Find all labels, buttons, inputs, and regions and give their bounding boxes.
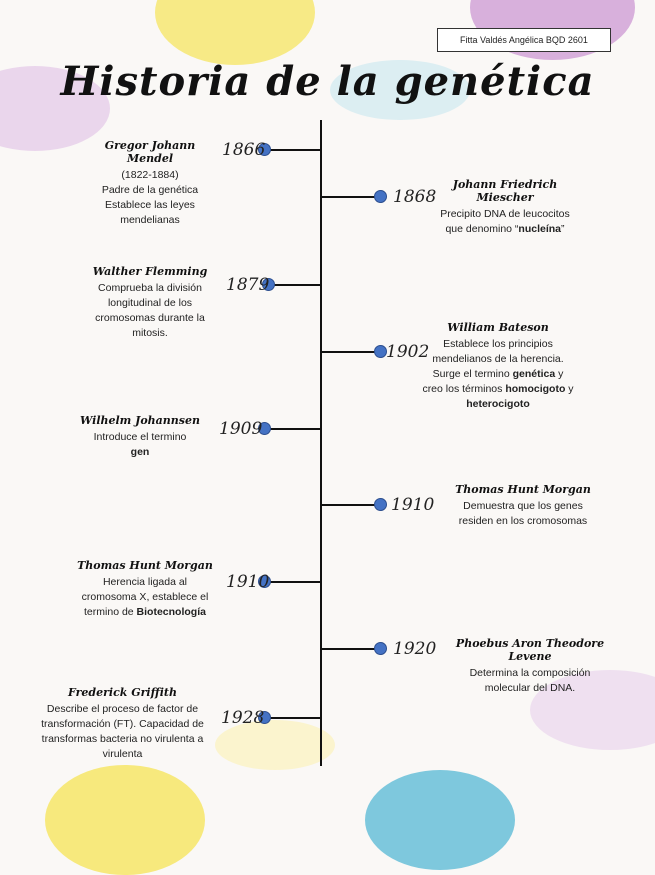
description-line (80, 198, 220, 213)
decor-blob-blue-bottom (365, 770, 515, 870)
decor-blob-yellow-top (155, 0, 315, 65)
scientist-name: Walther Flemming (92, 265, 208, 278)
timeline-connector (270, 284, 321, 286)
event-description (80, 168, 220, 228)
description-pre: termino de (84, 606, 137, 618)
scientist-name: Thomas Hunt Morgan (77, 559, 213, 572)
description-post: ” (561, 223, 565, 235)
scientist-name: Thomas Hunt Morgan (455, 483, 591, 496)
timeline-event (30, 686, 215, 762)
description-pre: Padre de la genética (101, 184, 199, 196)
description-pre: Describe el proceso de factor de (46, 703, 199, 715)
description-line (430, 207, 580, 222)
description-pre: Comprueba la división (98, 282, 202, 294)
timeline-year: 1920 (393, 639, 437, 659)
event-description (448, 499, 598, 529)
timeline-axis (320, 120, 322, 766)
description-pre: Determina la composición (469, 667, 591, 679)
description-pre: molecular del DNA. (484, 682, 576, 694)
description-pre: que denomino “ (445, 223, 519, 235)
timeline-connector (266, 428, 321, 430)
description-pre: creo los términos (422, 383, 506, 395)
description-line (440, 681, 620, 696)
description-line (440, 666, 620, 681)
page-title: Historia de la genética (60, 58, 595, 105)
description-line (448, 499, 598, 514)
description-bold: gen (130, 446, 150, 458)
description-line (80, 326, 220, 341)
timeline-year: 1902 (386, 342, 430, 362)
description-line (75, 430, 205, 445)
timeline-connector (322, 648, 377, 650)
timeline-year: 1910 (226, 572, 270, 592)
description-post: y (555, 368, 564, 380)
description-pre: Demuestra que los genes (463, 500, 583, 512)
description-pre: mitosis. (132, 327, 168, 339)
description-line (70, 605, 220, 620)
timeline-connector (322, 504, 377, 506)
description-pre: Precipito DNA de leucocitos (440, 208, 570, 220)
description-line (412, 337, 584, 352)
description-bold: nucleína (518, 223, 562, 235)
description-line (30, 747, 215, 762)
description-line (70, 590, 220, 605)
description-pre: Establece los principios (443, 338, 553, 350)
event-description (412, 337, 584, 412)
description-line (80, 168, 220, 183)
description-bold: Biotecnología (136, 606, 206, 618)
description-line (412, 367, 584, 382)
timeline-year: 1866 (222, 140, 266, 160)
scientist-name: Phoebus Aron Theodore Levene (455, 637, 605, 663)
description-pre: Surge el termino (432, 368, 513, 380)
description-pre: cromosomas durante la (95, 312, 205, 324)
description-pre: Herencia ligada al (102, 576, 188, 588)
description-line (30, 702, 215, 717)
scientist-name: Wilhelm Johannsen (79, 414, 200, 427)
description-pre: transformación (FT). Capacidad de (41, 718, 204, 730)
timeline-event (75, 414, 205, 460)
description-pre: (1822-1884) (121, 169, 179, 181)
timeline-connector (266, 149, 321, 151)
timeline-connector (266, 581, 321, 583)
description-line (80, 281, 220, 296)
event-description (30, 702, 215, 762)
description-bold: genética (512, 368, 556, 380)
description-line (70, 575, 220, 590)
timeline-event (448, 483, 598, 529)
description-line (30, 732, 215, 747)
author-label: Fitta Valdés Angélica BQD 2601 (437, 28, 611, 52)
event-description (80, 281, 220, 341)
timeline-dot (374, 642, 387, 655)
description-pre: virulenta (102, 748, 143, 760)
scientist-name: Frederick Griffith (68, 686, 177, 699)
event-description (70, 575, 220, 620)
timeline-event (412, 321, 584, 412)
description-line (412, 397, 584, 412)
description-bold: heterocigoto (466, 398, 530, 410)
description-pre: longitudinal de los (107, 297, 193, 309)
timeline-year: 1879 (226, 275, 270, 295)
timeline-event (80, 265, 220, 341)
decor-blob-yellow-bottom (45, 765, 205, 875)
scientist-name: Johann Friedrich Miescher (452, 178, 558, 204)
description-pre: mendelianos de la herencia. (432, 353, 564, 365)
timeline-dot (374, 498, 387, 511)
timeline-year: 1928 (221, 708, 265, 728)
timeline-event (70, 559, 220, 620)
description-pre: mendelianas (120, 214, 180, 226)
description-line (448, 514, 598, 529)
description-line (75, 445, 205, 460)
description-pre: transformas bacteria no virulenta a (41, 733, 204, 745)
description-line (412, 352, 584, 367)
description-pre: Establece las leyes (105, 199, 195, 211)
description-line (430, 222, 580, 237)
event-description (430, 207, 580, 237)
event-description (440, 666, 620, 696)
description-line (412, 382, 584, 397)
timeline-connector (266, 717, 321, 719)
timeline-event (80, 139, 220, 228)
timeline-connector (322, 351, 377, 353)
timeline-year: 1868 (393, 187, 437, 207)
timeline-year: 1910 (391, 495, 435, 515)
scientist-name: William Bateson (447, 321, 549, 334)
description-line (80, 296, 220, 311)
scientist-name: Gregor Johann Mendel (104, 139, 196, 165)
description-post: y (565, 383, 574, 395)
description-pre: cromosoma X, establece el (81, 591, 209, 603)
description-bold: homocigoto (505, 383, 566, 395)
description-pre: residen en los cromosomas (458, 515, 588, 527)
timeline-dot (374, 190, 387, 203)
description-line (80, 183, 220, 198)
description-line (80, 213, 220, 228)
event-description (75, 430, 205, 460)
timeline-year: 1909 (219, 419, 263, 439)
timeline-connector (322, 196, 377, 198)
timeline-event (430, 178, 580, 237)
description-line (30, 717, 215, 732)
timeline-event (440, 637, 620, 696)
description-line (80, 311, 220, 326)
description-pre: Introduce el termino (93, 431, 187, 443)
